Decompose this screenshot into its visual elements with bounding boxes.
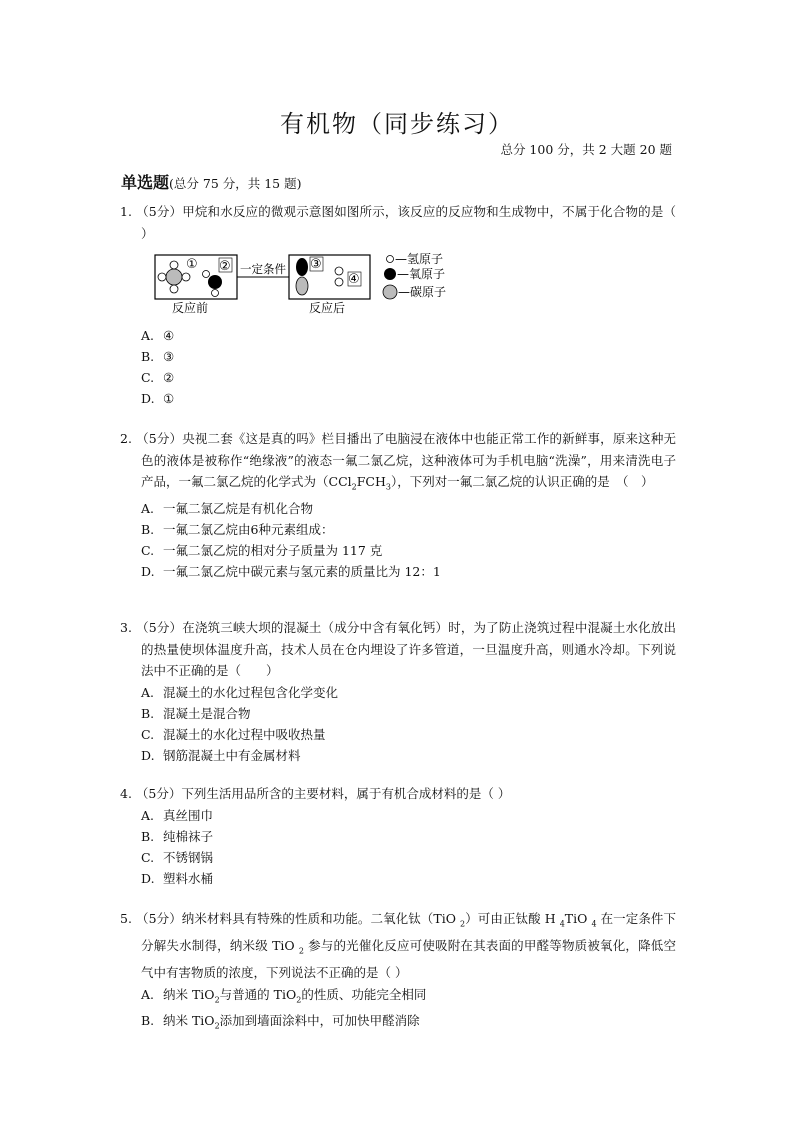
legend-carbon: —碳原子 [398,285,447,299]
label-1: ① [186,257,198,272]
page-title: 有机物（同步练习） [280,110,514,138]
option-letter: A. [141,807,155,823]
option-a[interactable] [120,498,676,519]
section-title: 单选题 [121,173,170,192]
option-letter: A. [141,328,155,343]
legend-oxygen: —氧原子 [397,267,446,281]
question-text: ），下列对一氟二氯乙烷的认识正确的是 （ ） [390,474,654,489]
legend-carbon-icon [383,285,397,299]
option-letter: D. [141,391,155,406]
subscript: 2 [214,995,220,1004]
option-c[interactable] [120,847,676,868]
question-text: TiO [564,911,592,926]
question-number: 4. [120,786,132,801]
question-number: 2. [120,431,132,446]
question-1-options [120,325,676,409]
reaction-diagram [152,252,462,314]
section-header [121,170,301,193]
option-b[interactable] [120,826,676,847]
question-text: 在一定条件下分解失水制得，纳米级 TiO [141,911,676,953]
question-score: （5分） [136,431,183,446]
exam-summary: 总分 100 分，共 2 大题 20 题 [500,142,672,157]
question-stem [120,783,676,805]
question-number: 3. [120,620,132,635]
option-d[interactable] [120,868,676,889]
subscript: 2 [298,946,304,956]
option-letter: A. [141,501,155,516]
option-b[interactable] [120,519,676,540]
question-stem [120,201,676,244]
option-c[interactable] [120,540,676,561]
option-text: 添加到墙面涂料中，可加快甲醛消除 [219,1013,420,1028]
option-text: ④ [163,328,175,343]
option-text: 塑料水桶 [163,870,214,886]
option-letter: A. [141,684,155,700]
option-letter: D. [141,870,155,886]
label-3: ③ [310,257,322,272]
question-text: ）可由正钛酸 H [465,911,560,926]
legend-hydrogen-icon [387,256,394,263]
option-text: ③ [163,349,175,364]
option-text: 的性质、功能完全相同 [301,986,427,1002]
carbon-atom [166,269,182,285]
option-a[interactable] [120,682,676,703]
option-d[interactable] [120,388,676,409]
option-text: 纯棉袜子 [163,828,214,844]
option-text: 混凝土是混合物 [163,705,251,721]
option-letter: C. [141,849,155,865]
question-2 [120,428,676,582]
option-text: ② [163,370,175,385]
question-4 [120,783,676,889]
option-b[interactable] [120,703,676,724]
subscript: 2 [296,995,302,1004]
option-letter: B. [141,522,155,537]
condition-label: 一定条件 [240,262,286,276]
subscript: 2 [214,1021,220,1031]
question-3 [120,617,676,766]
option-text: 混凝土的水化过程中吸收热量 [163,726,326,742]
question-number: 5. [120,911,132,926]
subscript: 2 [460,919,466,929]
option-letter: C. [141,726,155,742]
question-text: FCH [356,474,386,489]
option-text: ① [163,391,175,406]
question-score: （5分） [136,911,182,926]
option-letter: C. [141,370,155,385]
option-text: 纳米 TiO [163,986,215,1002]
question-text: 甲烷和水反应的微观示意图如图所示，该反应的反应物和生成物中，不属于化合物的是（ ） [141,204,676,241]
question-score: （5分） [136,204,183,219]
option-c[interactable] [120,724,676,745]
option-d[interactable] [120,745,676,766]
subscript: 4 [559,919,565,929]
question-text: 纳米材料具有特殊的性质和功能。二氧化钛（TiO [181,911,461,926]
option-b[interactable] [120,1010,676,1037]
option-a[interactable] [120,984,676,1011]
question-text: 央视二套《这是真的吗》栏目播出了电脑浸在液体中也能正常工作的新鲜事，原来这种无色的液体是被称作“绝缘液”的液态一氟二氯乙烷，这种液体可为手机电脑“洗澡”，用来清洗电子产品，一氟二氯乙烷的化学式为（CCl [141,431,676,489]
question-number: 1. [120,204,132,219]
option-text: 纳米 TiO [163,1013,215,1028]
question-1 [120,201,676,244]
option-text: 混凝土的水化过程包含化学变化 [163,684,339,700]
option-letter: D. [141,564,155,579]
section-subtitle: (总分 75 分，共 15 题) [169,176,302,191]
legend-oxygen-icon [384,268,396,280]
option-letter: B. [141,828,155,844]
label-2: ② [219,259,231,274]
question-stem [120,908,676,984]
question-stem [120,617,676,682]
question-score: （5分） [135,786,182,801]
option-letter: C. [141,543,155,558]
option-letter: D. [141,747,155,763]
question-5 [120,908,676,1037]
option-b[interactable] [120,346,676,367]
legend-hydrogen: —氢原子 [395,252,444,266]
option-text: 一氟二氯乙烷中碳元素与氢元素的质量比为 12：1 [163,564,441,579]
option-text: 真丝围巾 [163,807,214,823]
option-text: 一氟二氯乙烷由6种元素组成： [163,522,334,537]
option-letter: B. [141,1013,155,1028]
option-d[interactable] [120,561,676,582]
label-4: ④ [348,272,360,287]
question-text: 参与的光催化反应可使吸附在其表面的甲醛等物质被氧化，降低空气中有害物质的浓度，下列说法不正确的是（ ） [141,938,676,980]
option-a[interactable] [120,325,676,346]
option-a[interactable] [120,805,676,826]
after-label: 反应后 [309,301,346,314]
subscript: 2 [351,482,357,492]
subscript: 4 [591,919,597,929]
option-text: 一氟二氯乙烷是有机化合物 [163,501,314,516]
option-text: 不锈钢锅 [163,849,214,865]
option-letter: A. [141,986,155,1002]
option-text: 与普通的 TiO [219,986,297,1002]
oxygen-atom [208,275,222,289]
option-text: 钢筋混凝土中有金属材料 [163,747,301,763]
option-c[interactable] [120,367,676,388]
subscript: 3 [385,482,391,492]
question-stem [120,428,676,498]
option-letter: B. [141,349,155,364]
question-score: （5分） [136,620,183,635]
option-letter: B. [141,705,155,721]
before-label: 反应前 [172,301,209,314]
option-text: 一氟二氯乙烷的相对分子质量为 117 克 [163,543,383,558]
question-text: 在浇筑三峡大坝的混凝土（成分中含有氧化钙）时，为了防止浇筑过程中混凝土水化放出的热量使坝体温度升高，技术人员在仓内埋设了许多管道，一旦温度升高，则通水冷却。下列说法中不正确的是（ ） [141,620,676,678]
question-text: 下列生活用品所含的主要材料，属于有机合成材料的是（ ） [181,786,511,801]
